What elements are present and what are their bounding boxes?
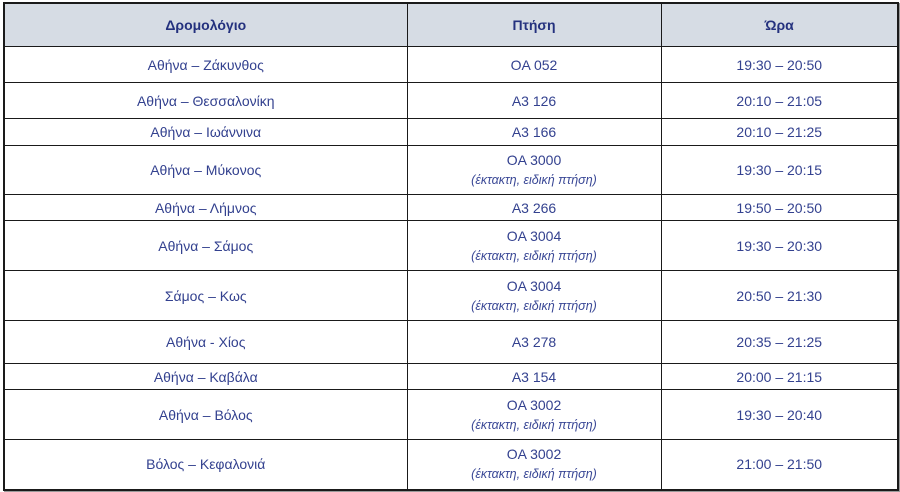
flight-code: OA 3002 — [506, 396, 562, 413]
flight-cell — [407, 47, 661, 83]
flight-code: A3 154 — [511, 368, 557, 385]
flight-code: A3 126 — [511, 92, 557, 109]
flight-cell — [407, 221, 661, 271]
route-cell: Βόλος – Κεφαλονιά — [4, 440, 407, 490]
table-header-row — [4, 3, 898, 47]
flight-schedule-table — [3, 2, 899, 491]
flight-cell — [407, 440, 661, 490]
flight-code: A3 278 — [511, 334, 557, 350]
route-cell: Αθήνα – Θεσσαλονίκη — [4, 83, 407, 119]
time-cell: 19:30 – 20:30 — [661, 221, 898, 271]
flight-code: OA 3004 — [506, 277, 562, 294]
column-header-route: Δρομολόγιο — [4, 3, 407, 47]
table-row — [4, 47, 898, 83]
route-cell: Σάμος – Κως — [4, 271, 407, 321]
flight-code: A3 166 — [511, 124, 557, 140]
route-cell: Αθήνα – Βόλος — [4, 390, 407, 440]
time-cell: 19:30 – 20:40 — [661, 390, 898, 440]
flight-code: OA 3002 — [506, 446, 562, 463]
time-cell: 19:30 – 20:50 — [661, 47, 898, 83]
route-cell: Αθήνα – Μύκονος — [4, 146, 407, 195]
flight-note: (έκτακτη, ειδική πτήση) — [471, 173, 597, 187]
flight-cell — [407, 83, 661, 119]
flight-schedule-container — [3, 2, 897, 491]
route-cell: Αθήνα – Σάμος — [4, 221, 407, 271]
time-cell: 20:10 – 21:05 — [661, 83, 898, 119]
table-row — [4, 119, 898, 146]
flight-cell — [407, 195, 661, 221]
table-row — [4, 271, 898, 321]
route-cell: Αθήνα – Ζάκυνθος — [4, 47, 407, 83]
flight-code: OA 3000 — [506, 152, 562, 168]
flight-cell — [407, 364, 661, 390]
flight-note: (έκτακτη, ειδική πτήση) — [471, 467, 597, 482]
flight-note: (έκτακτη, ειδική πτήση) — [471, 298, 597, 313]
table-row — [4, 390, 898, 440]
flight-note: (έκτακτη, ειδική πτήση) — [471, 417, 597, 432]
time-cell: 20:00 – 21:15 — [661, 364, 898, 390]
flight-code: OA 3004 — [506, 227, 562, 244]
table-row — [4, 221, 898, 271]
flight-cell — [407, 119, 661, 146]
table-row — [4, 321, 898, 364]
table-row — [4, 195, 898, 221]
flight-cell — [407, 271, 661, 321]
flight-code: A3 266 — [511, 199, 557, 216]
column-header-flight: Πτήση — [407, 3, 661, 47]
flight-cell — [407, 321, 661, 364]
time-cell: 19:50 – 20:50 — [661, 195, 898, 221]
table-row — [4, 364, 898, 390]
flight-cell — [407, 390, 661, 440]
table-row — [4, 146, 898, 195]
flight-cell — [407, 146, 661, 195]
flight-note: (έκτακτη, ειδική πτήση) — [471, 248, 597, 263]
route-cell: Αθήνα – Καβάλα — [4, 364, 407, 390]
route-cell: Αθήνα - Χίος — [4, 321, 407, 364]
route-cell: Αθήνα – Ιωάννινα — [4, 119, 407, 146]
time-cell: 20:50 – 21:30 — [661, 271, 898, 321]
table-row — [4, 83, 898, 119]
table-row — [4, 440, 898, 490]
time-cell: 21:00 – 21:50 — [661, 440, 898, 490]
time-cell: 20:10 – 21:25 — [661, 119, 898, 146]
flight-code: OA 052 — [510, 56, 558, 73]
time-cell: 20:35 – 21:25 — [661, 321, 898, 364]
time-cell: 19:30 – 20:15 — [661, 146, 898, 195]
column-header-time: Ώρα — [661, 3, 898, 47]
route-cell: Αθήνα – Λήμνος — [4, 195, 407, 221]
